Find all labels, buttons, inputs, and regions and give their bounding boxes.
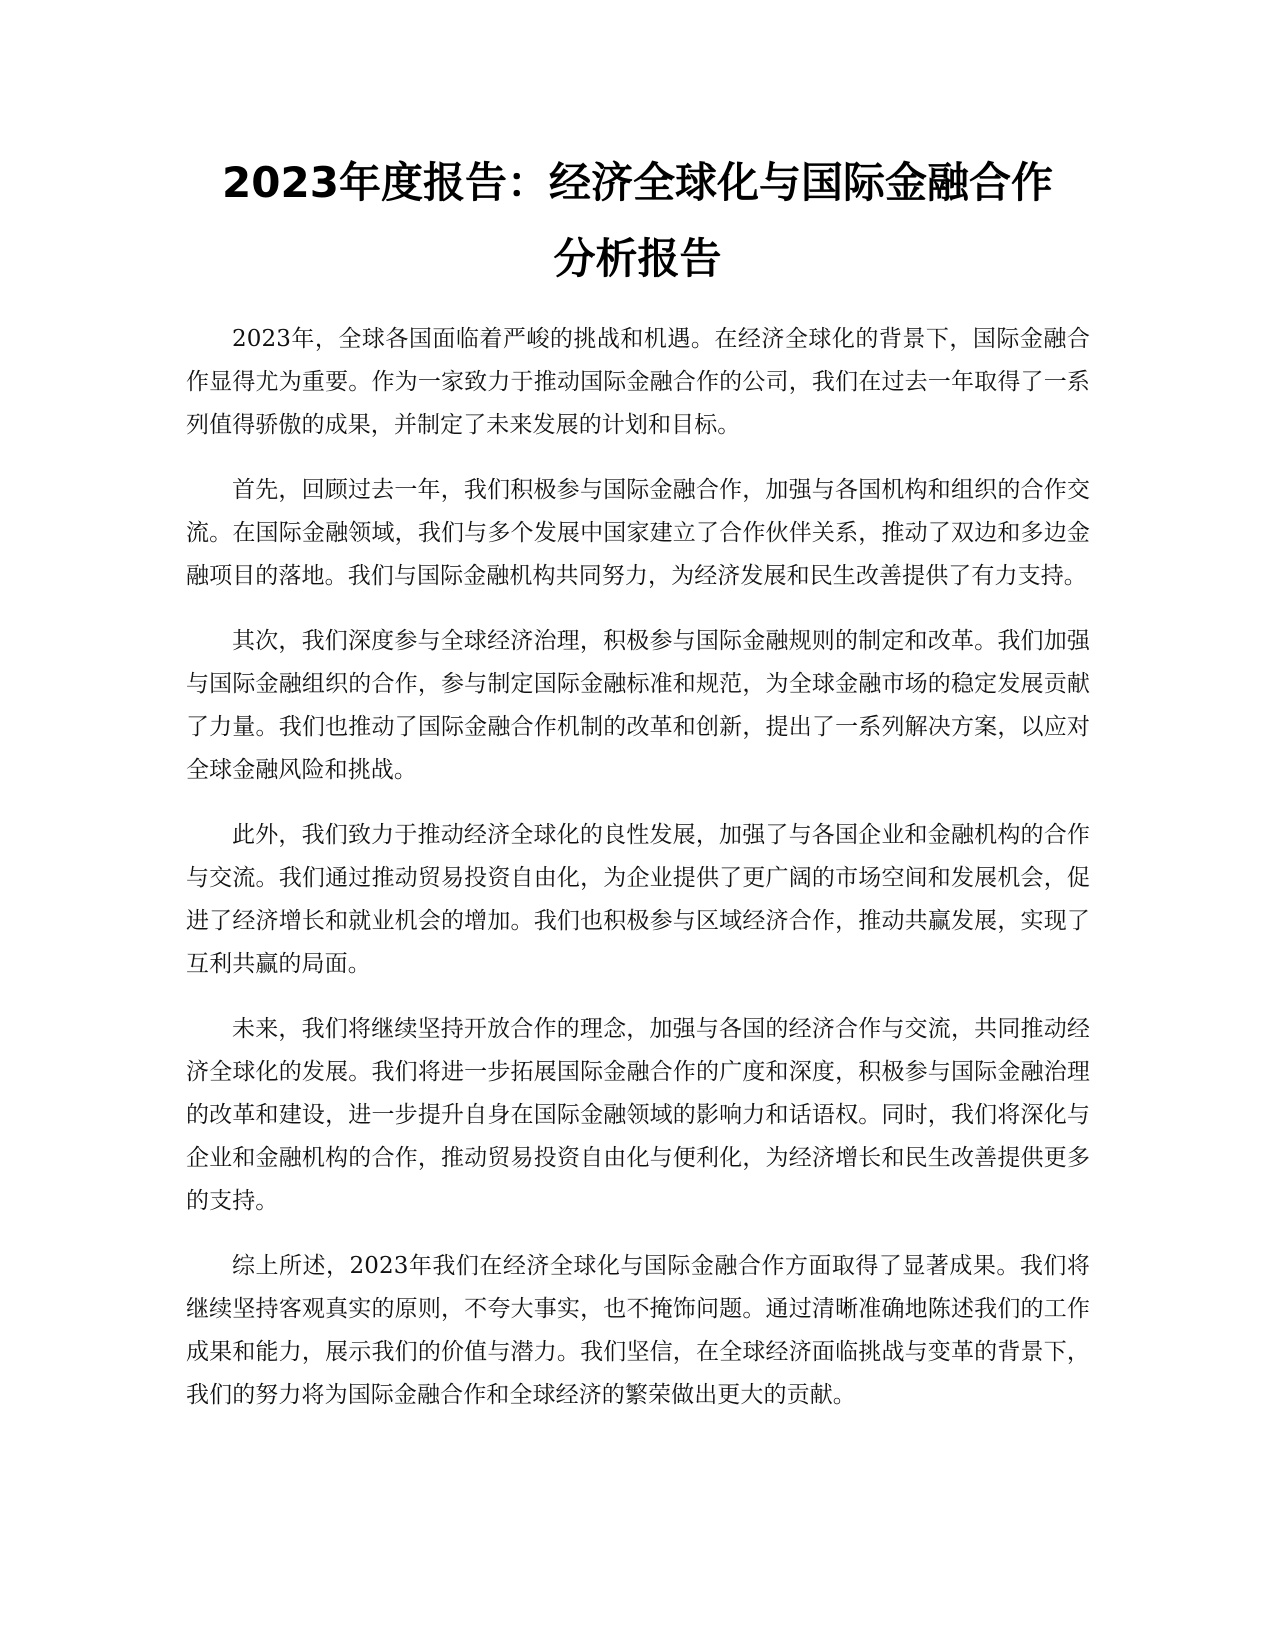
paragraph-globalization: 此外，我们致力于推动经济全球化的良性发展，加强了与各国企业和金融机构的合作与交流。我们通过推动贸易投资自由化，为企业提供了更广阔的市场空间和发展机会，促进了经济增长和就业机会的增加。我们也积极参与区域经济合作，推动共赢发展，实现了互利共赢的局面。 [186,822,1090,977]
paragraph-conclusion: 综上所述，2023年我们在经济全球化与国际金融合作方面取得了显著成果。我们将继续坚持客观真实的原则，不夸大事实，也不掩饰问题。通过清晰准确地陈述我们的工作成果和能力，展示我们的价值与潜力。我们坚信，在全球经济面临挑战与变革的背景下，我们的努力将为国际金融合作和全球经济的繁荣做出更大的贡献。 [186,1253,1090,1408]
paragraph-intro: 2023年，全球各国面临着严峻的挑战和机遇。在经济全球化的背景下，国际金融合作显得尤为重要。作为一家致力于推动国际金融合作的公司，我们在过去一年取得了一系列值得骄傲的成果，并制定了未来发展的计划和目标。 [186,326,1090,438]
document-title [160,145,1115,297]
paragraph-review: 首先，回顾过去一年，我们积极参与国际金融合作，加强与各国机构和组织的合作交流。在国际金融领域，我们与多个发展中国家建立了合作伙伴关系，推动了双边和多边金融项目的落地。我们与国际金融机构共同努力，为经济发展和民生改善提供了有力支持。 [186,477,1090,589]
paragraph-governance: 其次，我们深度参与全球经济治理，积极参与国际金融规则的制定和改革。我们加强与国际金融组织的合作，参与制定国际金融标准和规范，为全球金融市场的稳定发展贡献了力量。我们也推动了国际金融合作机制的改革和创新，提出了一系列解决方案，以应对全球金融风险和挑战。 [186,628,1090,783]
title-line-1: 2023年度报告：经济全球化与国际金融合作 [222,158,1053,207]
document-body [186,318,1090,1439]
title-line-2: 分析报告 [553,234,722,283]
paragraph-future: 未来，我们将继续坚持开放合作的理念，加强与各国的经济合作与交流，共同推动经济全球化的发展。我们将进一步拓展国际金融合作的广度和深度，积极参与国际金融治理的改革和建设，进一步提升自身在国际金融领域的影响力和话语权。同时，我们将深化与企业和金融机构的合作，推动贸易投资自由化与便利化，为经济增长和民生改善提供更多的支持。 [186,1016,1090,1214]
